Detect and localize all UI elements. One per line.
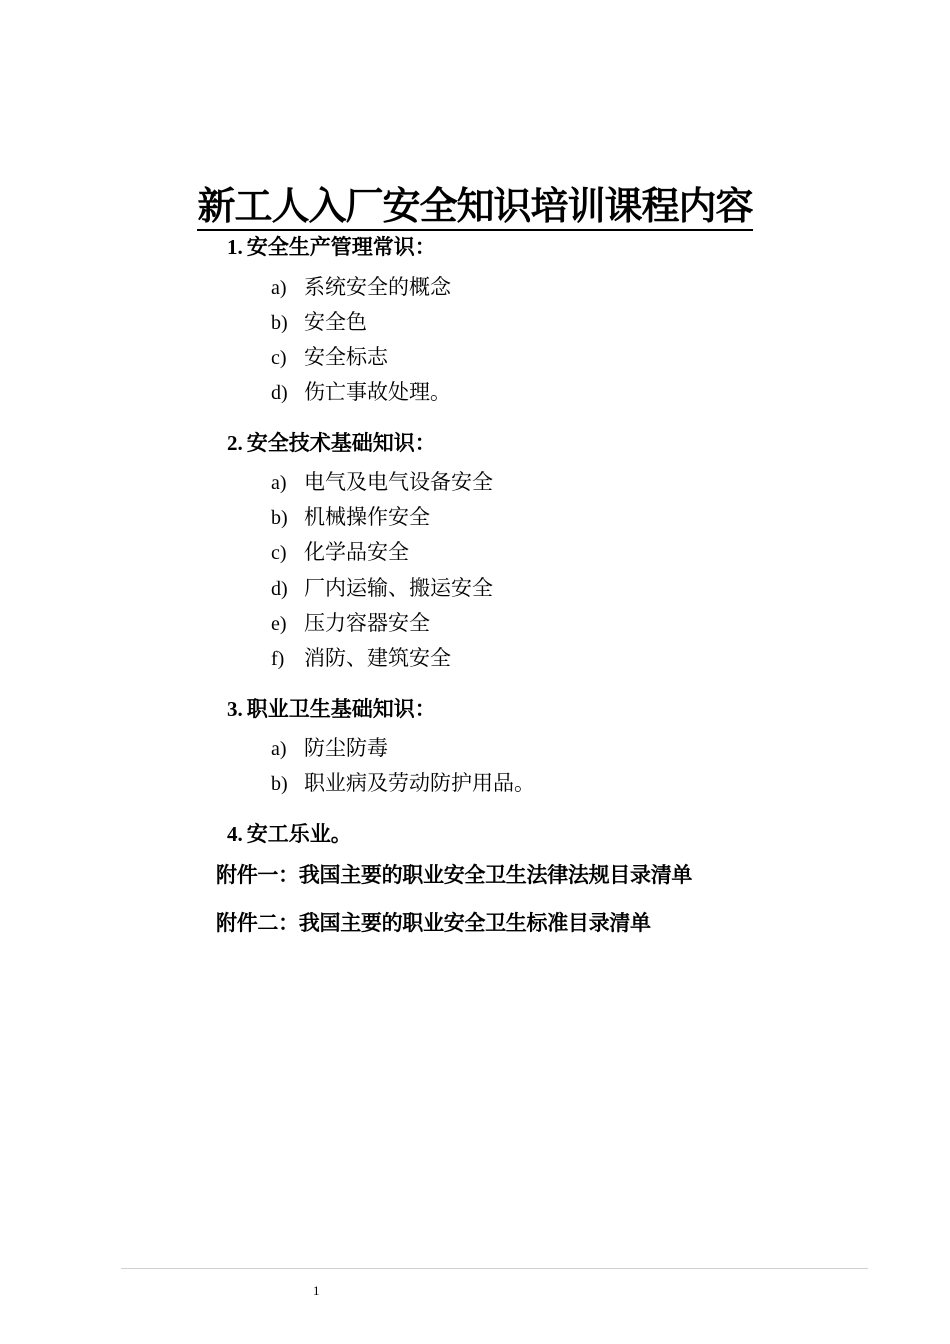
list-item-text: 安全色 (304, 310, 367, 334)
footer-divider (121, 1268, 868, 1269)
list-marker: d) (271, 382, 288, 404)
list-item-text: 防尘防毒 (304, 736, 388, 760)
list-item-text: 机械操作安全 (304, 505, 430, 529)
appendix-1: 附件一：我国主要的职业安全卫生法律法规目录清单 (216, 863, 693, 887)
list-item-text: 系统安全的概念 (304, 275, 451, 299)
list-item (271, 377, 451, 408)
list-marker: c) (271, 347, 287, 369)
appendix-2: 附件二：我国主要的职业安全卫生标准目录清单 (216, 911, 651, 935)
list-item-text: 电气及电气设备安全 (304, 470, 493, 494)
section-title: 安工乐业。 (246, 822, 352, 846)
list-item (271, 733, 388, 764)
list-item (271, 643, 451, 674)
page-number: 1 (313, 1283, 320, 1298)
list-marker: e) (271, 613, 287, 635)
list-item-text: 消防、建筑安全 (304, 646, 451, 670)
list-marker: d) (271, 578, 288, 600)
section-heading-1 (227, 232, 436, 262)
list-marker: a) (271, 277, 287, 299)
section-number: 3. (227, 697, 243, 721)
list-item (271, 537, 409, 568)
list-item-text: 压力容器安全 (304, 611, 430, 635)
section-title: 安全技术基础知识： (246, 431, 436, 455)
list-item (271, 502, 430, 533)
list-marker: a) (271, 738, 287, 760)
section-number: 1. (227, 235, 243, 259)
document-title-text: 新工人入厂安全知识培训课程内容 (197, 184, 752, 231)
list-item-text: 厂内运输、搬运安全 (304, 576, 493, 600)
list-marker: b) (271, 507, 288, 529)
section-number: 2. (227, 431, 243, 455)
list-item (271, 307, 367, 338)
list-item (271, 608, 430, 639)
document-title (0, 182, 950, 230)
section-heading-3 (227, 694, 436, 724)
list-marker: c) (271, 542, 287, 564)
list-marker: a) (271, 472, 287, 494)
list-item (271, 272, 451, 303)
list-item-text: 化学品安全 (304, 540, 409, 564)
section-heading-4 (227, 819, 352, 849)
list-item-text: 职业病及劳动防护用品。 (304, 771, 535, 795)
list-item-text: 伤亡事故处理。 (304, 380, 451, 404)
list-marker: b) (271, 773, 288, 795)
list-marker: b) (271, 312, 288, 334)
list-item (271, 467, 493, 498)
list-item-text: 安全标志 (304, 345, 388, 369)
section-number: 4. (227, 822, 243, 846)
list-marker: f) (271, 648, 285, 670)
section-title: 职业卫生基础知识： (246, 697, 436, 721)
list-item (271, 342, 388, 373)
section-title: 安全生产管理常识： (246, 235, 436, 259)
list-item (271, 768, 535, 799)
section-heading-2 (227, 428, 436, 458)
list-item (271, 573, 493, 604)
